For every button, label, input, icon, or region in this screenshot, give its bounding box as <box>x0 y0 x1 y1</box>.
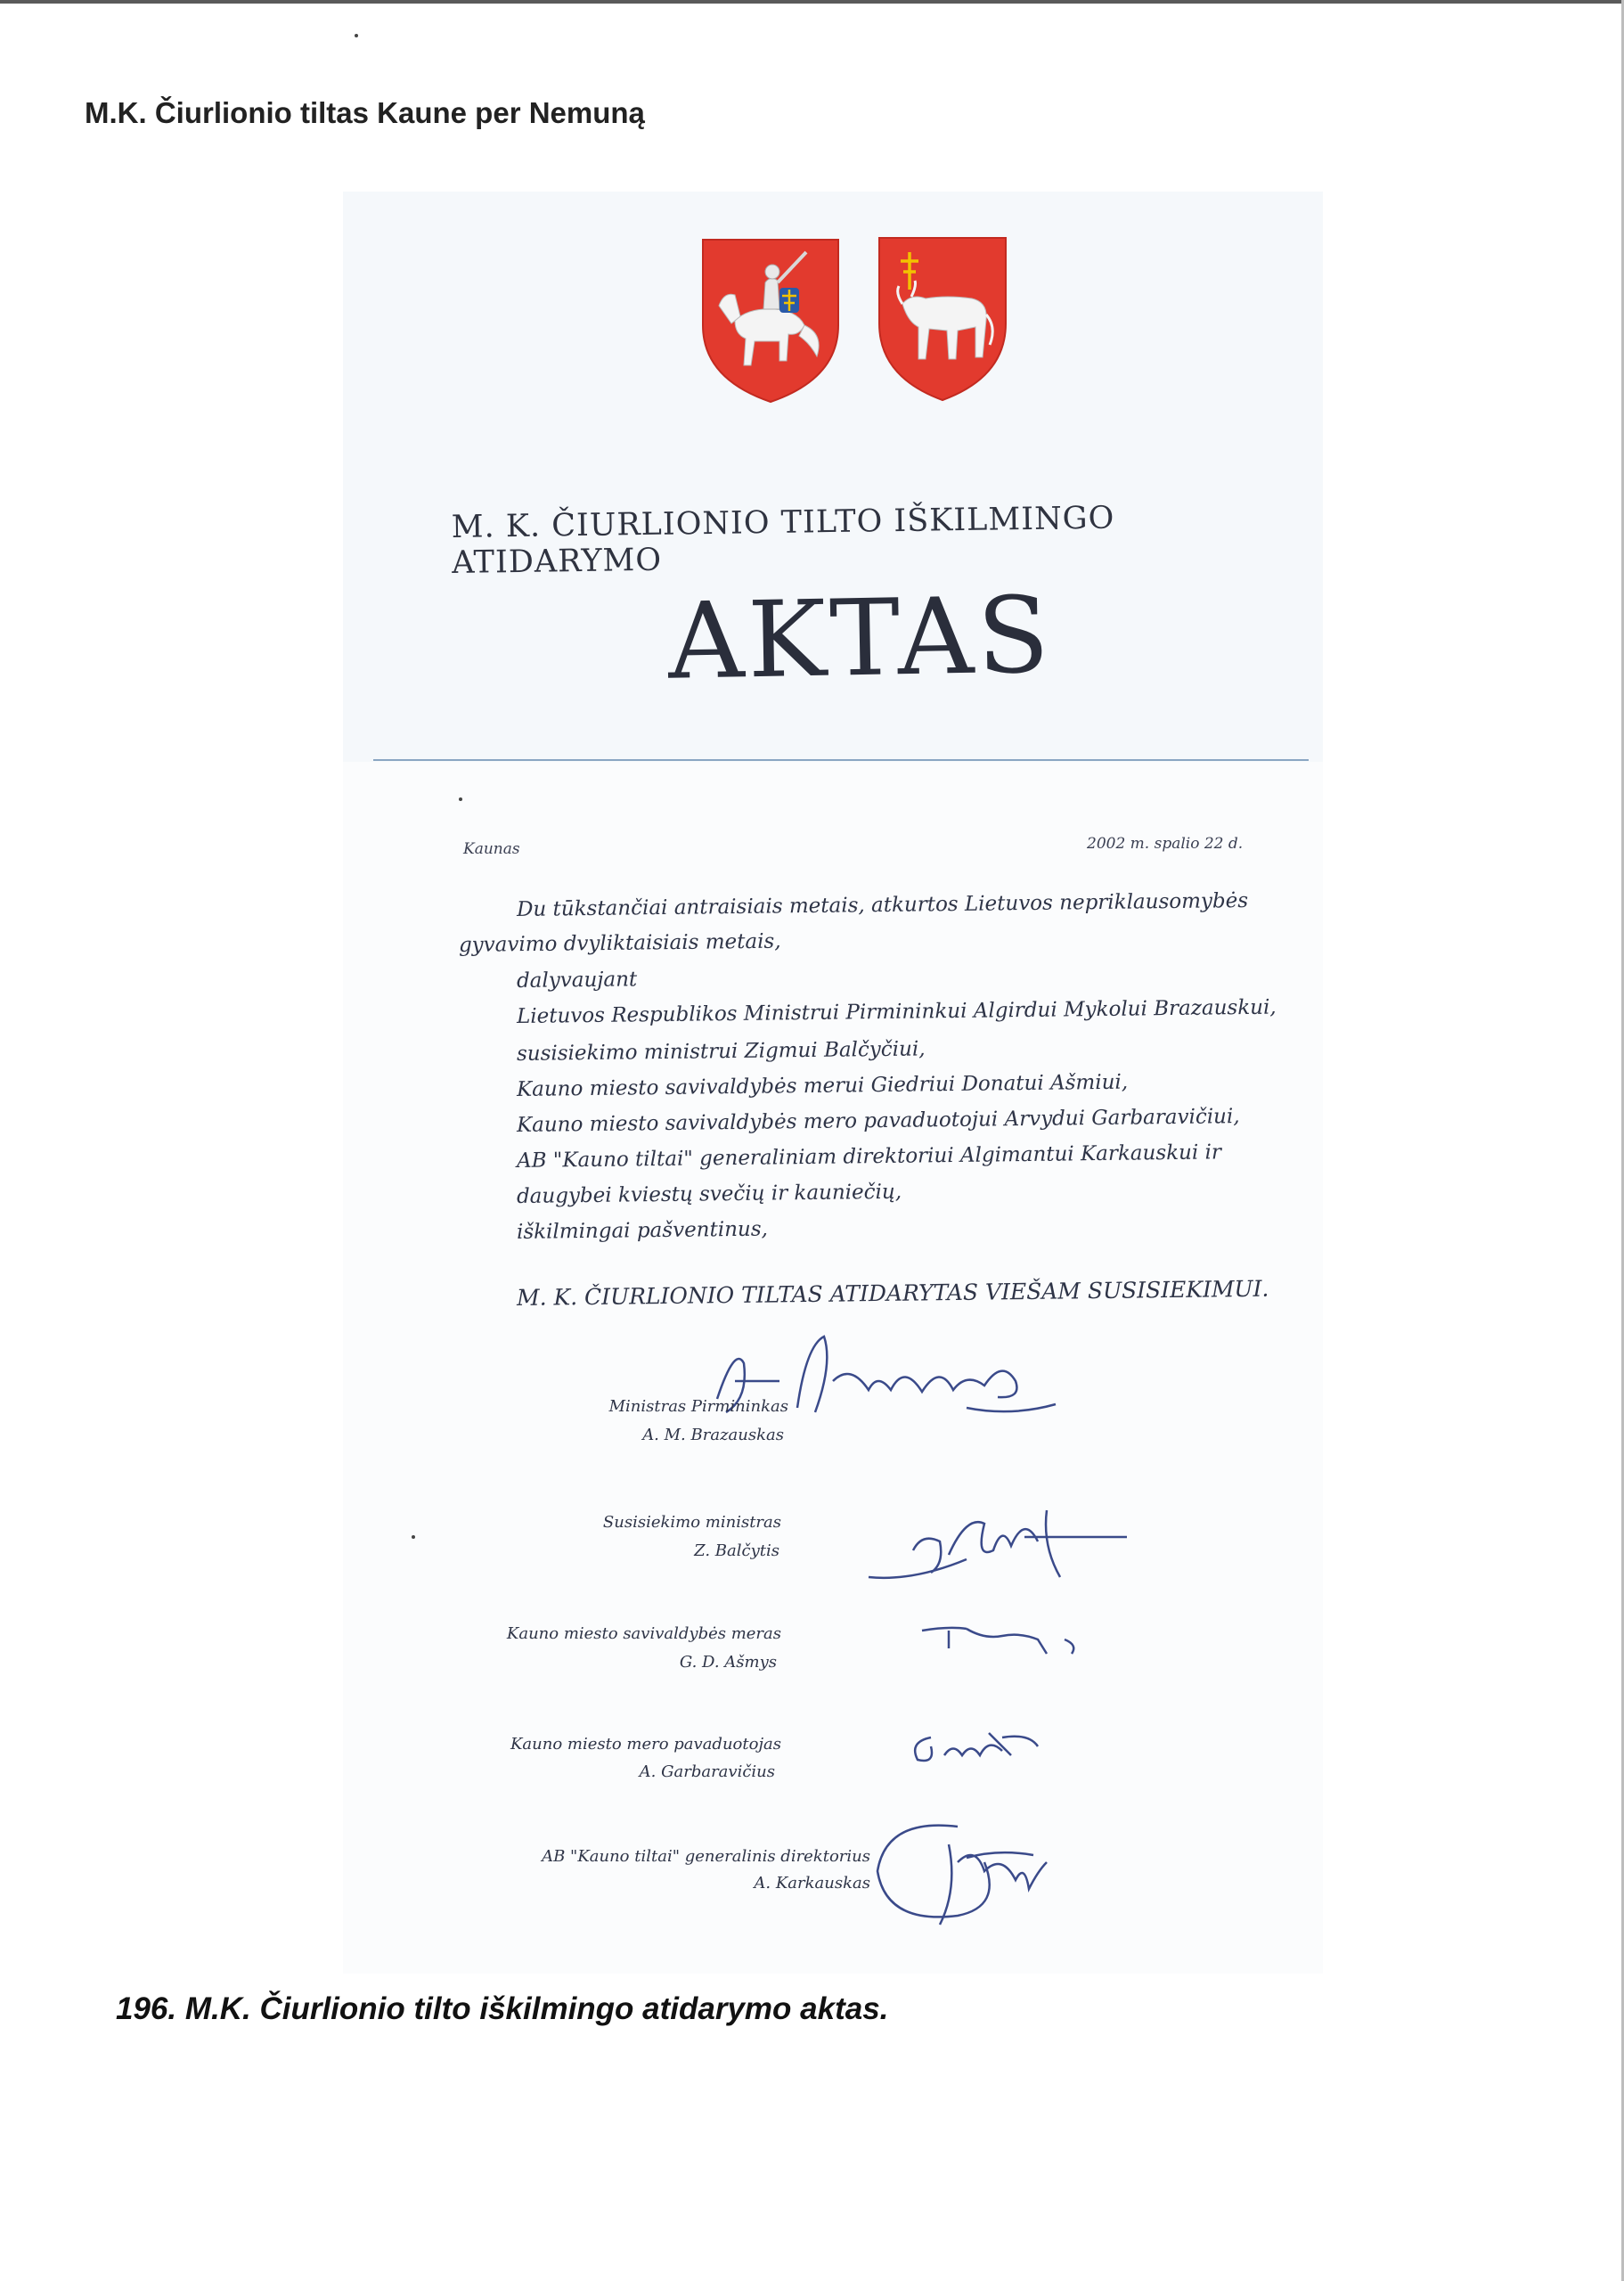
act-declaration: M. K. ČIURLIONIO TILTAS ATIDARYTAS VIEŠAM SUSISIEKIMUI. <box>516 1275 1269 1311</box>
signature-karkauskas <box>851 1809 1073 1942</box>
body-line: Kauno miesto savivaldybės mero pavaduotojui Arvydui Garbaravičiui, <box>516 1105 1240 1137</box>
body-line: Kauno miesto savivaldybės merui Giedriui Donatui Ašmiui, <box>516 1070 1129 1101</box>
figure-caption: 196. M.K. Čiurlionio tilto iškilmingo atidarymo aktas. <box>116 1991 889 2026</box>
signatory-name: A. Garbaravičius <box>639 1762 775 1781</box>
page-header: M.K. Čiurlionio tiltas Kaune per Nemuną <box>85 96 645 129</box>
signature-asmys <box>913 1613 1109 1675</box>
top-border-line <box>0 0 1624 4</box>
signatory-name: A. M. Brazauskas <box>642 1426 784 1444</box>
body-line: AB "Kauno tiltai" generaliniam direktoriui Algimantui Karkauskui ir <box>516 1140 1222 1173</box>
signatory-name: A. Karkauskas <box>754 1874 870 1893</box>
header-divider <box>373 759 1309 761</box>
signatory-role: AB "Kauno tiltai" generalinis direktorius <box>542 1847 870 1866</box>
vytis-coat-of-arms-icon <box>699 236 842 405</box>
signature-balcytis <box>860 1497 1145 1595</box>
scan-speck <box>412 1535 415 1539</box>
body-line: daugybei kviestų svečių ir kauniečių, <box>516 1180 902 1208</box>
body-line: iškilmingai pašventinus, <box>516 1217 769 1244</box>
scan-speck <box>355 34 358 37</box>
body-line: Du tūkstančiai antraisiais metais, atkurtos Lietuvos nepriklausomybės <box>516 888 1249 921</box>
act-title: AKTAS <box>666 573 1054 703</box>
signatory-role: Ministras Pirmininkas <box>608 1397 788 1416</box>
signature-garbaravicius <box>904 1720 1056 1791</box>
body-line: susisiekimo ministrui Zigmui Balčyčiui, <box>516 1037 926 1066</box>
scan-speck <box>459 797 462 801</box>
body-line: dalyvaujant <box>516 968 638 993</box>
signatory-name: G. D. Ašmys <box>679 1653 777 1672</box>
signatory-role: Kauno miesto savivaldybės meras <box>506 1624 781 1643</box>
kaunas-coat-of-arms-icon <box>876 234 1009 404</box>
signatory-role: Susisiekimo ministras <box>602 1513 781 1532</box>
act-date: 2002 m. spalio 22 d. <box>1087 835 1244 853</box>
signatory-role: Kauno miesto mero pavaduotojas <box>510 1735 781 1754</box>
body-line: gyvavimo dvyliktaisiais metais, <box>458 929 781 957</box>
body-line: Lietuvos Respublikos Ministrui Pirmininkui Algirdui Mykolui Brazauskui, <box>516 995 1277 1028</box>
act-subtitle: M. K. ČIURLIONIO TILTO IŠKILMINGO ATIDARYMO <box>451 500 1115 581</box>
signatory-name: Z. Balčytis <box>694 1541 779 1560</box>
act-place: Kaunas <box>463 840 520 858</box>
scanned-act-document <box>343 192 1323 1974</box>
